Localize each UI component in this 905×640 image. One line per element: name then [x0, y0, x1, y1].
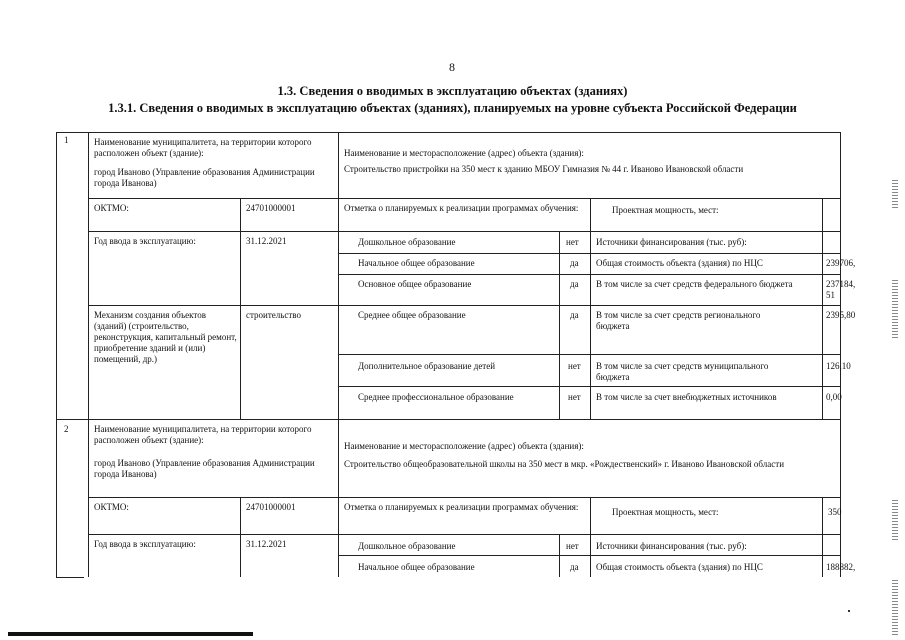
table-rule [240, 497, 241, 577]
capacity-label: Проектная мощность, мест: [612, 507, 719, 517]
program-name: Дошкольное образование [358, 541, 456, 551]
finance-value: 188882, [826, 562, 856, 572]
finance-value: 239706, [826, 258, 856, 268]
table-rule [338, 386, 840, 387]
finance-value: 2395,80 [826, 310, 856, 320]
oktmo-label: ОКТМО: [94, 502, 129, 512]
program-flag: да [570, 258, 579, 268]
table-rule [590, 497, 591, 577]
scan-artifact [892, 280, 898, 340]
year-label: Год ввода в эксплуатацию: [94, 539, 196, 549]
table-rule [56, 419, 840, 420]
program-flag: нет [566, 237, 579, 247]
object-name-label: Наименование и месторасположение (адрес) объекта (здания): [344, 441, 584, 451]
object-name-value: Строительство пристройки на 350 мест к зданию МБОУ Гимназия № 44 г. Иваново Ивановской области [344, 164, 744, 174]
scan-artifact [892, 580, 898, 636]
finance-label: Общая стоимость объекта (здания) по НЦС [596, 258, 763, 268]
table-rule [559, 534, 560, 577]
table-rule [338, 354, 840, 355]
scan-artifact-dot [848, 610, 850, 612]
program-name: Среднее профессиональное образование [358, 392, 514, 402]
page-number: 8 [449, 60, 455, 74]
program-flag: да [570, 310, 579, 320]
municipality-label: Наименование муниципалитета, на территории которого расположен объект (здание): [94, 424, 312, 445]
row-number: 2 [64, 424, 69, 434]
program-flag: нет [568, 361, 581, 371]
object-name-value: Строительство общеобразовательной школы на 350 мест в мкр. «Рождественский» г. Иваново Ивановской области [344, 459, 785, 469]
program-mark-label: Отметка о планируемых к реализации программах обучения: [344, 502, 579, 512]
subsection-title: 1.3.1. Сведения о вводимых в эксплуатацию объектах (зданиях), планируемых на уровне субъекта Российской Федерации [108, 101, 797, 115]
table-rule [88, 132, 89, 577]
capacity-value: 350 [828, 507, 842, 517]
scan-artifact [892, 180, 898, 210]
program-name: Начальное общее образование [358, 562, 475, 572]
finance-value: 126,10 [826, 361, 851, 371]
table-border-left [56, 132, 57, 578]
table-rule [590, 198, 591, 419]
table-rule [88, 198, 840, 199]
year-label: Год ввода в эксплуатацию: [94, 236, 196, 246]
municipality-label: Наименование муниципалитета, на территории которого расположен объект (здание): [94, 137, 312, 158]
program-name: Основное общее образование [358, 279, 472, 289]
capacity-label: Проектная мощность, мест: [612, 205, 719, 215]
program-flag: нет [568, 392, 581, 402]
oktmo-label: ОКТМО: [94, 203, 129, 213]
scan-artifact [892, 500, 898, 540]
table-rule [88, 231, 840, 232]
row-number: 1 [64, 135, 69, 145]
section-title: 1.3. Сведения о вводимых в эксплуатацию объектах (зданиях) [277, 84, 628, 98]
table-rule [338, 132, 339, 577]
table-border-top [56, 132, 840, 133]
finance-label: В том числе за счет средств муниципального бюджета [596, 361, 769, 382]
table-rule [88, 534, 840, 535]
finance-label: Общая стоимость объекта (здания) по НЦС [596, 562, 763, 572]
program-flag: нет [566, 541, 579, 551]
program-flag: да [570, 279, 579, 289]
finance-value: 237184, 51 [826, 279, 856, 300]
finance-label: Источники финансирования (тыс. руб): [596, 541, 747, 551]
table-rule [338, 253, 840, 254]
oktmo-value: 24701000001 [246, 203, 296, 213]
program-name: Начальное общее образование [358, 258, 475, 268]
municipality-value: город Иваново (Управление образования Администрации города Иванова) [94, 167, 315, 188]
finance-label: В том числе за счет средств федерального бюджета [596, 279, 793, 289]
finance-value: 0,00 [826, 392, 842, 402]
program-name: Дополнительное образование детей [358, 361, 496, 371]
year-value: 31.12.2021 [246, 539, 287, 549]
table-rule [240, 198, 241, 419]
table-rule [56, 577, 84, 578]
table-rule [338, 274, 840, 275]
table-rule [822, 198, 823, 419]
table-rule [559, 231, 560, 419]
table-rule [88, 305, 840, 306]
oktmo-value: 24701000001 [246, 502, 296, 512]
program-name: Среднее общее образование [358, 310, 466, 320]
mechanism-value: строительство [246, 310, 301, 320]
table-rule [822, 497, 823, 577]
table-rule [88, 497, 840, 498]
object-name-label: Наименование и месторасположение (адрес) объекта (здания): [344, 148, 584, 158]
table-rule [338, 555, 840, 556]
program-mark-label: Отметка о планируемых к реализации программах обучения: [344, 203, 579, 213]
scan-artifact-bar [8, 632, 253, 636]
mechanism-label: Механизм создания объектов (зданий) (строительство, реконструкция, капитальный ремонт, приобретение зданий и (или) помещений, др.) [94, 310, 237, 364]
finance-label: В том числе за счет внебюджетных источников [596, 392, 777, 402]
finance-label: Источники финансирования (тыс. руб): [596, 237, 747, 247]
program-flag: да [570, 562, 579, 572]
program-name: Дошкольное образование [358, 237, 456, 247]
municipality-value: город Иваново (Управление образования Администрации города Иванова) [94, 458, 315, 479]
year-value: 31.12.2021 [246, 236, 287, 246]
finance-label: В том числе за счет средств регионального бюджета [596, 310, 761, 331]
